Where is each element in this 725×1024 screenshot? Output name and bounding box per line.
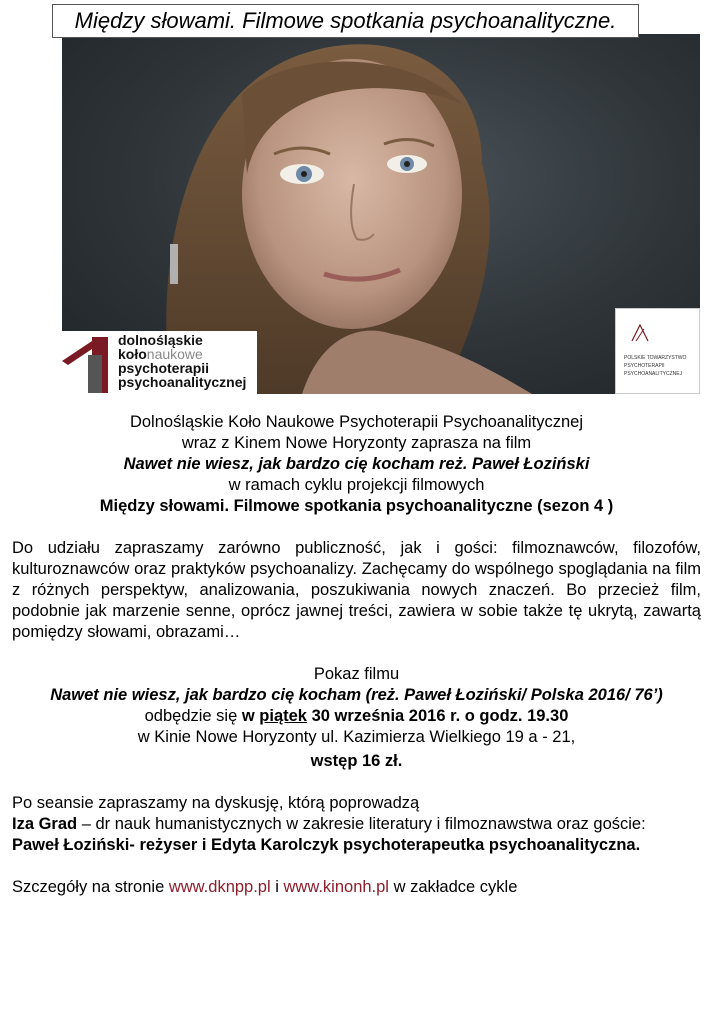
ptpp-logo-mark (630, 323, 650, 343)
logo-right-line3: PSYCHOANALITYCZNEJ (624, 371, 683, 377)
intro-film-title: Nawet nie wiesz, jak bardzo cię kocham reż. Paweł Łoziński (123, 455, 590, 473)
screening-entry: wstęp 16 zł. (310, 752, 403, 770)
intro-line-2: wraz z Kinem Nowe Horyzonty zaprasza na film (181, 434, 532, 452)
discussion-guests: Paweł Łoziński- reżyser i Edyta Karolczyk psychoterapeutka psychoanalityczna. (12, 836, 641, 854)
logo-right-line1: POLSKIE TOWARZYSTWO (624, 355, 687, 361)
footer-details: Szczegóły na stronie www.dknpp.pl i www.kinonh.pl w zakładce cykle (12, 878, 518, 896)
ptpp-logo (615, 308, 700, 394)
screening-film: Nawet nie wiesz, jak bardzo cię kocham (reż. Paweł Łoziński/ Polska 2016/ 76’) (50, 686, 663, 704)
document-body (12, 412, 701, 898)
logo-left-line2: kołonaukowe (118, 346, 203, 362)
screening-where: w Kinie Nowe Horyzonty ul. Kazimierza Wielkiego 19 a - 21, (137, 728, 576, 746)
intro-cycle-title: Między słowami. Filmowe spotkania psychoanalityczne (sezon 4 ) (99, 497, 614, 515)
screening-when: odbędzie się w piątek 30 września 2016 r. o godz. 19.30 (144, 707, 569, 725)
intro-line-4: w ramach cyklu projekcji filmowych (228, 476, 485, 494)
logo-left-line1: dolnośląskie (118, 332, 203, 348)
logo-left-line3: psychoterapii (118, 360, 210, 376)
screening-heading: Pokaz filmu (313, 665, 400, 683)
dknpp-logo (62, 331, 257, 394)
page-title: Między słowami. Filmowe spotkania psychoanalityczne. (52, 4, 639, 38)
discussion-host: Iza Grad – dr nauk humanistycznych w zakresie literatury i filmoznawstwa oraz goście: (12, 815, 646, 833)
invitation-paragraph: Do udziału zapraszamy zarówno publiczność, jak i gości: filmoznawców, filozofów, kulturoznawców oraz praktyków psychoanalizy. Zachęcamy do wspólnego spoglądania na film z różnych perspektyw, analizowania, poszukiwania nowych znaczeń. Bo przecież film, podobnie jak marzenie senne, oprócz jawnej treści, zawiera w sobie także tę ukrytą, zawartą pomiędzy słowami, obrazami… (12, 539, 701, 641)
logo-right-line2: PSYCHOTERAPII (624, 363, 665, 369)
intro-line-1: Dolnośląskie Koło Naukowe Psychoterapii Psychoanalitycznej (129, 413, 584, 431)
kinonh-link[interactable]: www.kinonh.pl (283, 878, 389, 896)
discussion-intro: Po seansie zapraszamy na dyskusję, którą poprowadzą (12, 794, 420, 812)
logo-left-line4: psychoanalitycznej (118, 374, 247, 390)
dknpp-logo-mark (62, 331, 122, 394)
dknpp-link[interactable]: www.dknpp.pl (168, 878, 271, 896)
